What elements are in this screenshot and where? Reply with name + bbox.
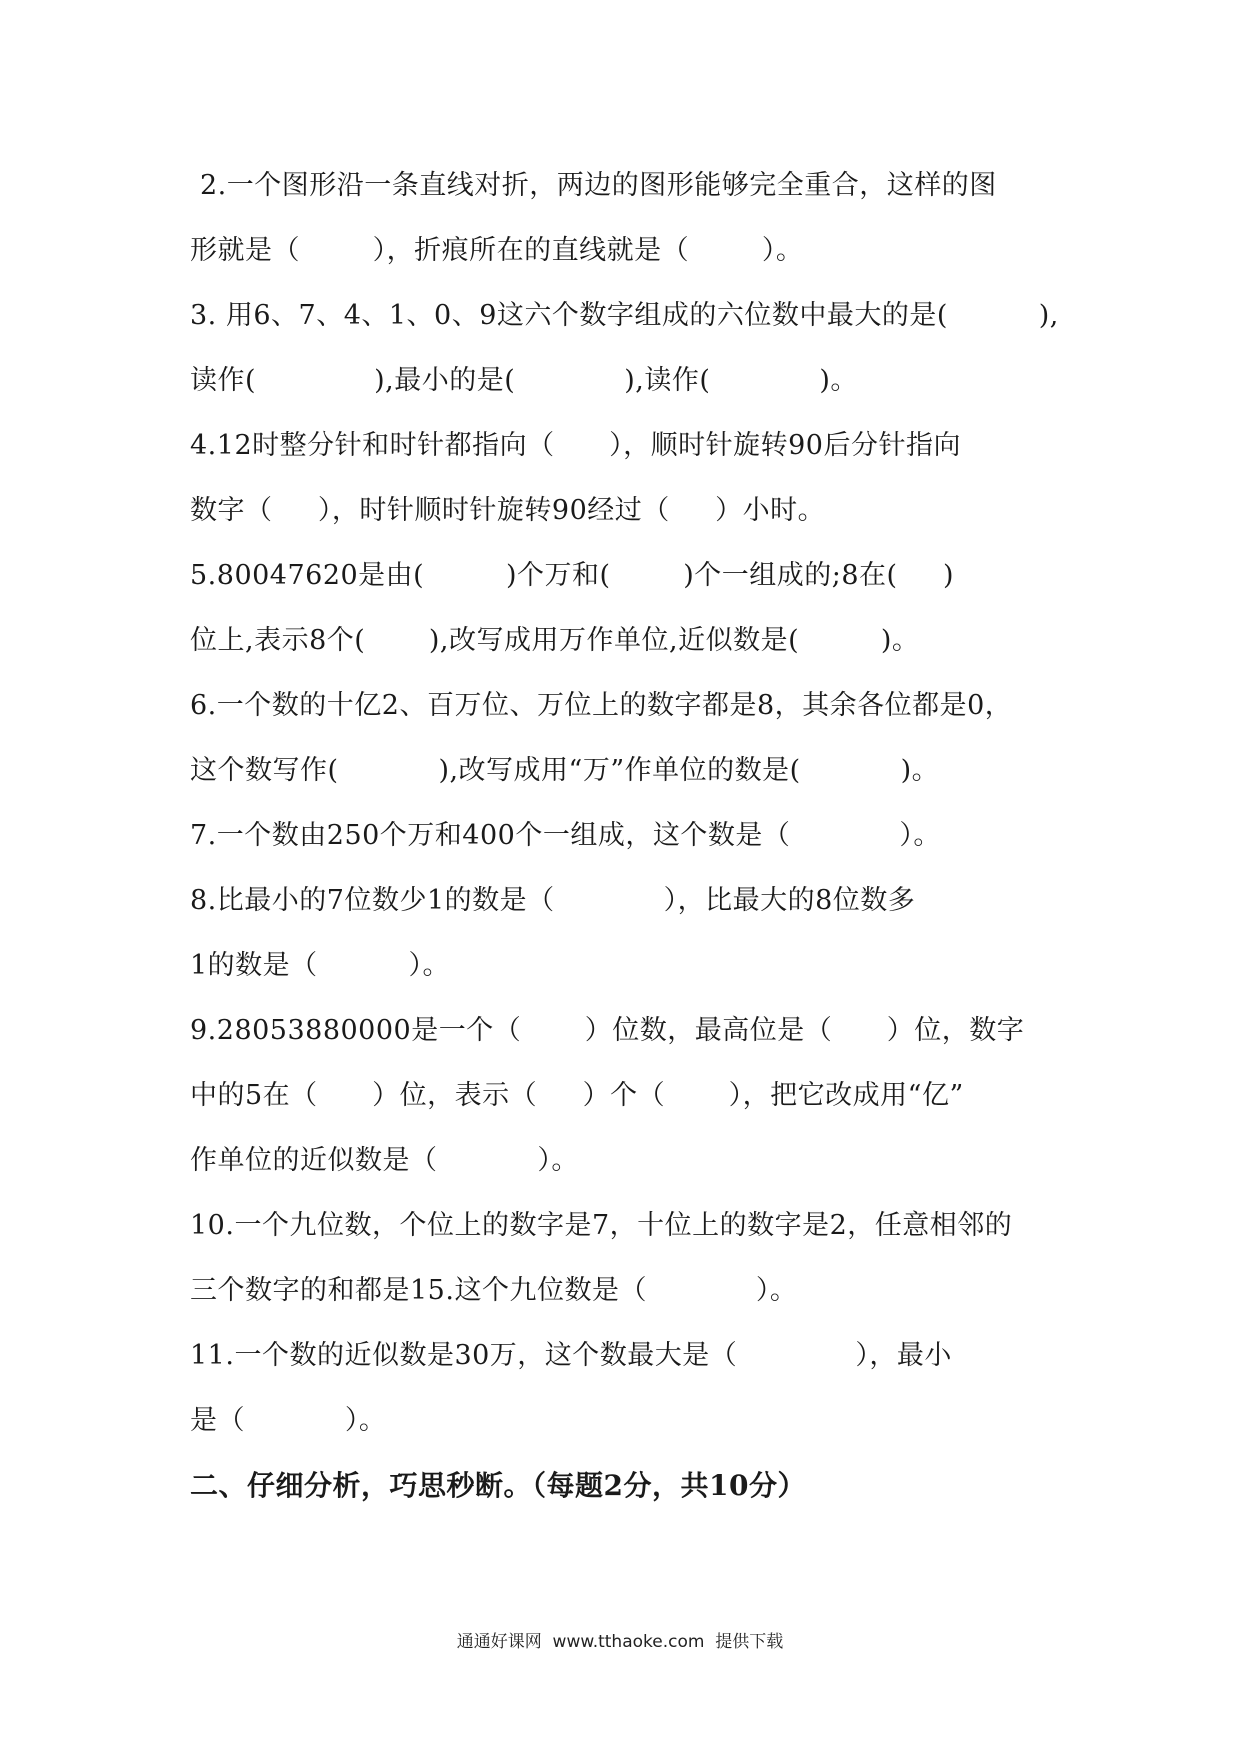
footer-download-note: 通通好课网 www.tthaoke.com 提供下载 xyxy=(456,1632,784,1652)
question-10-line-2: 三个数字的和都是15.这个九位数是（ ）。 xyxy=(190,1275,798,1306)
question-2-line-1: 2.一个图形沿一条直线对折，两边的图形能够完全重合，这样的图 xyxy=(200,170,997,201)
question-4-line-1: 4.12时整分针和时针都指向（ ），顺时针旋转90后分针指向 xyxy=(190,430,961,461)
question-3-line-2: 读作( ),最小的是( ),读作( )。 xyxy=(190,365,858,396)
question-6-line-2: 这个数写作( ),改写成用“万”作单位的数是( )。 xyxy=(190,755,940,786)
question-4-line-2: 数字（ ），时针顺时针旋转90经过（ ）小时。 xyxy=(190,495,826,526)
question-3-line-1: 3. 用6、7、4、1、0、9这六个数字组成的六位数中最大的是( ), xyxy=(190,300,1059,331)
question-5-line-1: 5.80047620是由( )个万和( )个一组成的;8在( ) xyxy=(190,560,954,591)
question-11-line-1: 11.一个数的近似数是30万，这个数最大是（ ），最小 xyxy=(190,1340,952,1371)
question-9-line-2: 中的5在（ ）位，表示（ ）个（ ），把它改成用“亿” xyxy=(190,1080,964,1111)
question-6-line-1: 6.一个数的十亿2、百万位、万位上的数字都是8，其余各位都是0， xyxy=(190,690,1013,721)
question-8-line-2: 1的数是（ ）。 xyxy=(190,950,451,981)
question-10-line-1: 10.一个九位数，个位上的数字是7，十位上的数字是2，任意相邻的 xyxy=(190,1210,1013,1241)
question-8-line-1: 8.比最小的7位数少1的数是（ ），比最大的8位数多 xyxy=(190,885,916,916)
question-2-line-2: 形就是（ ），折痕所在的直线就是（ ）。 xyxy=(190,235,804,266)
question-9-line-3: 作单位的近似数是（ ）。 xyxy=(190,1145,579,1176)
question-11-line-2: 是（ ）。 xyxy=(190,1405,387,1436)
question-9-line-1: 9.28053880000是一个（ ）位数，最高位是（ ）位，数字 xyxy=(190,1015,1025,1046)
section-2-heading: 二、仔细分析，巧思秒断。（每题2分，共10分） xyxy=(190,1469,806,1502)
question-5-line-2: 位上,表示8个( ),改写成用万作单位,近似数是( )。 xyxy=(190,625,920,656)
question-7-line-1: 7.一个数由250个万和400个一组成，这个数是（ ）。 xyxy=(190,820,941,851)
